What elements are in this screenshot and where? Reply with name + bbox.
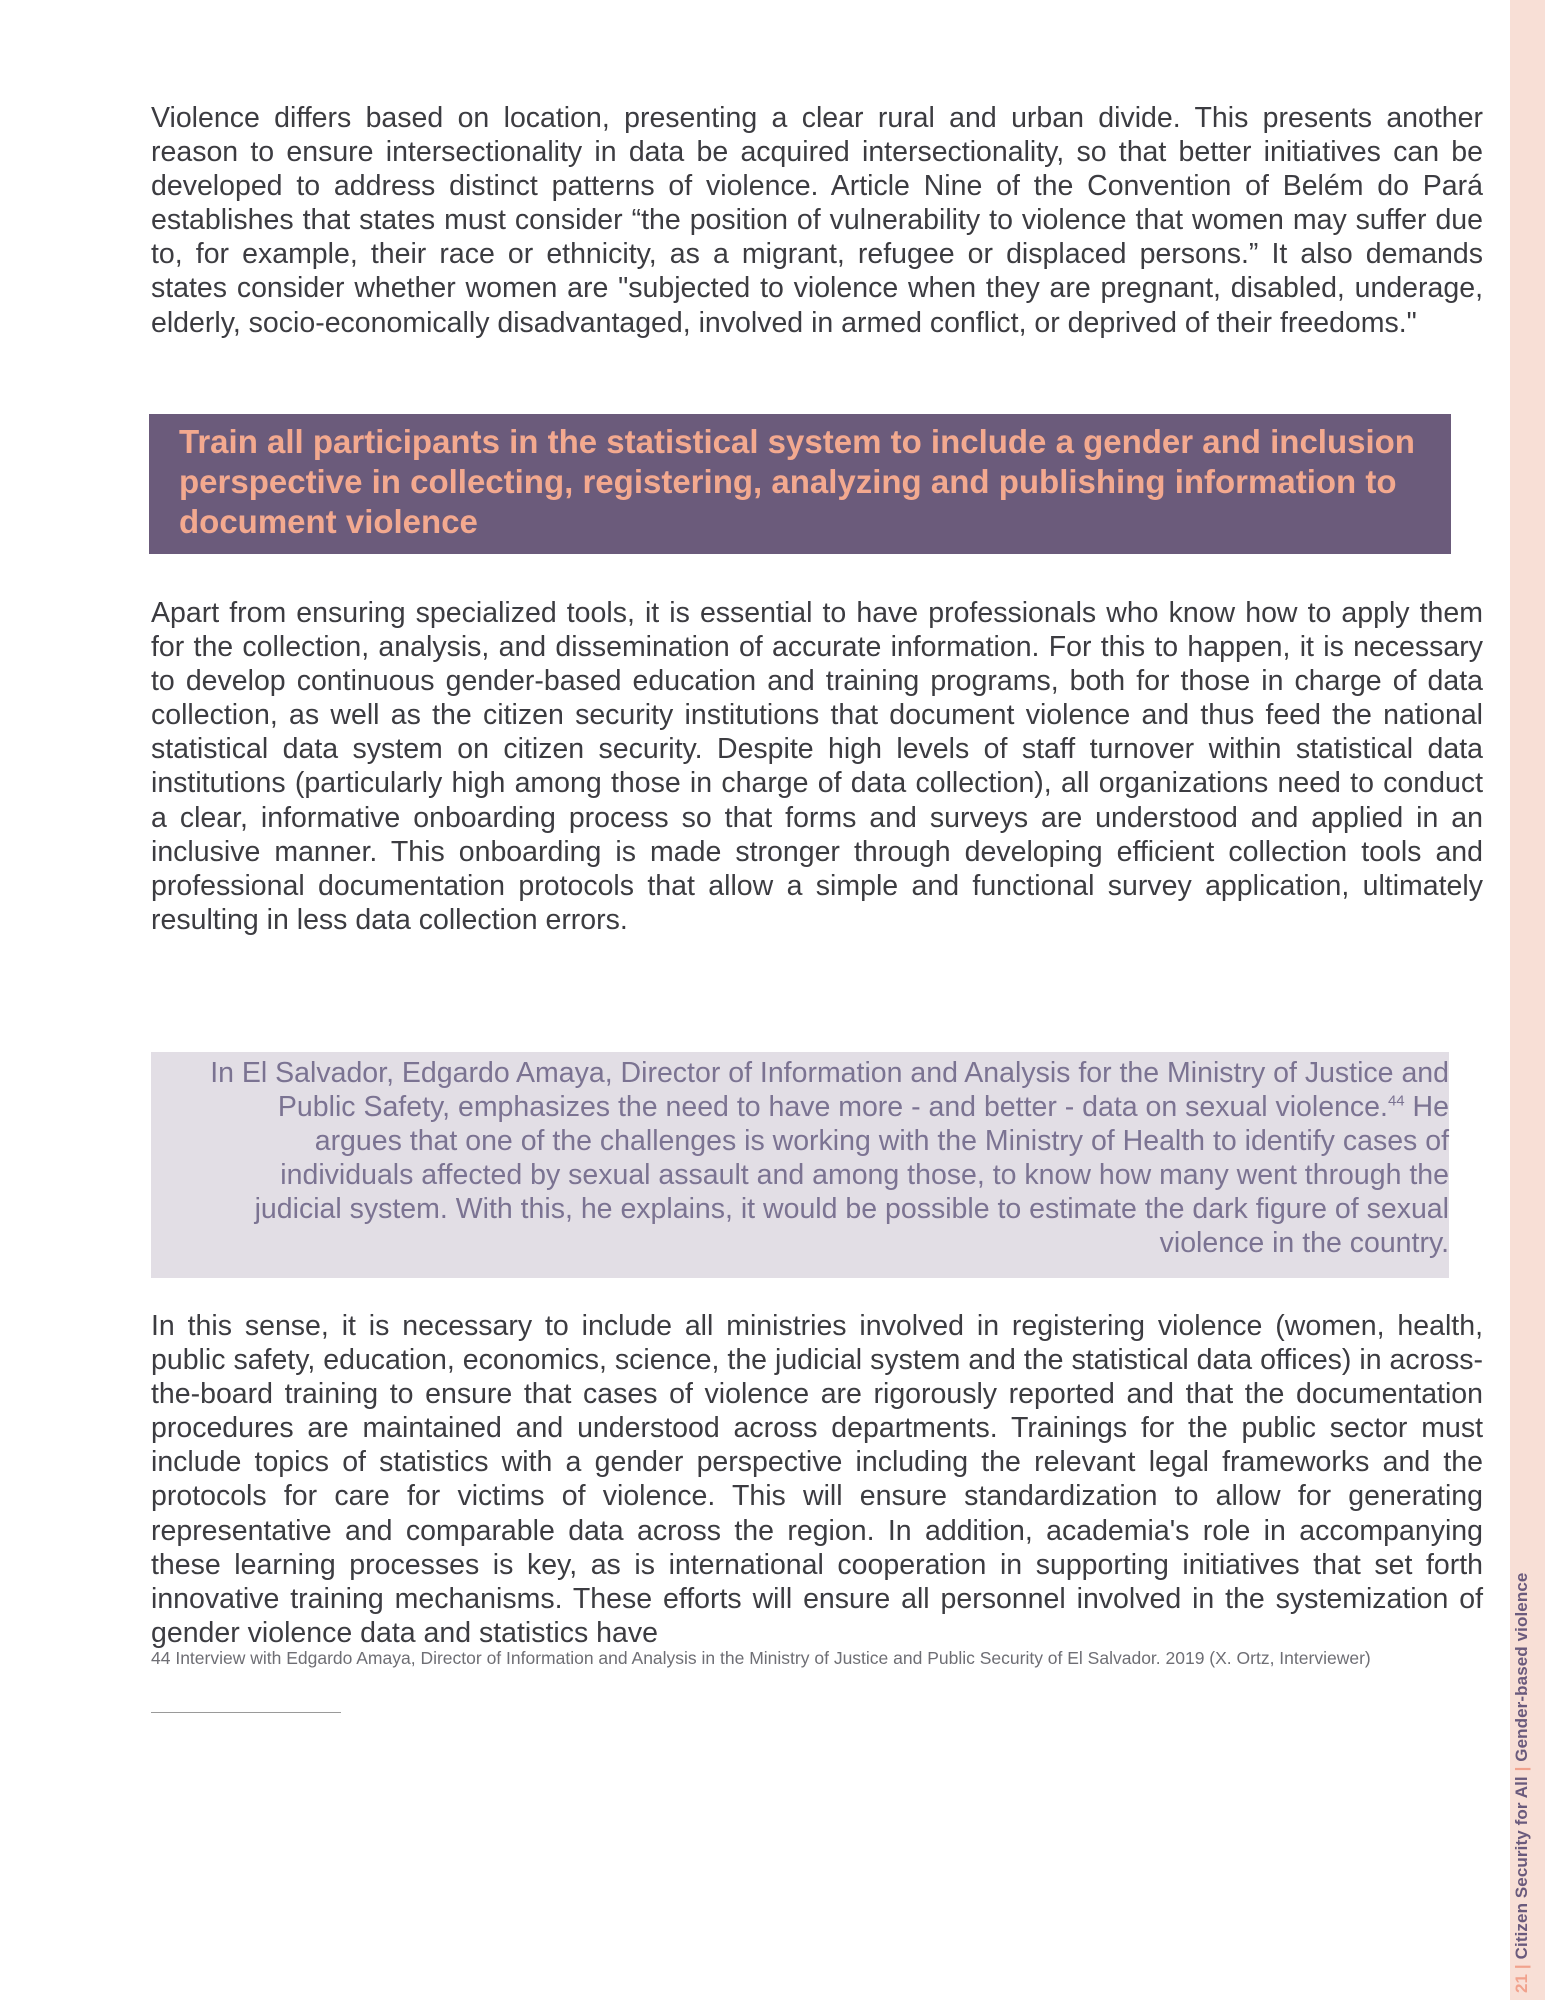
- section-heading-banner: [149, 414, 1451, 554]
- footer-separator: |: [1512, 1964, 1531, 1970]
- running-footer: [1512, 1573, 1532, 1993]
- footer-separator-2: |: [1512, 1766, 1531, 1772]
- footnote-divider: [151, 1712, 341, 1713]
- quote-text: [199, 1056, 1449, 1260]
- section-heading: Train all participants in the statistical system to include a gender and inclusion perspective in collecting, registering, analyzing and publishing information to document violence: [179, 423, 1415, 540]
- footnote-ref: 44: [1387, 1092, 1405, 1110]
- page-number: 21: [1512, 1973, 1531, 1993]
- quote-text-part1: In El Salvador, Edgardo Amaya, Director of Information and Analysis for the Ministry of Justice and Public Safety, emphasizes the need to have more - and better - data on sexual violence.: [210, 1057, 1449, 1123]
- paragraph-ministries: In this sense, it is necessary to include all ministries involved in registering violence (women, health, public safety, education, economics, science, the judicial system and the statistical data offices) in across-the-board training to ensure that cases of violence are rigorously reported and that the documentation procedures are maintained and understood across departments. Trainings for the public sector must include topics of statistics with a gender perspective including the relevant legal frameworks and the protocols for care for victims of violence. This will ensure standardization to allow for generating representative and comparable data across the region. In addition, academia's role in accompanying these learning processes is key, as is international cooperation in supporting initiatives that set forth innovative training mechanisms. These efforts will ensure all personnel involved in the systemization of gender violence data and statistics have: [151, 1310, 1483, 1649]
- paragraph-intro: Violence differs based on location, presenting a clear rural and urban divide. This presents another reason to ensure intersectionality in data be acquired intersectionality, so that better initiatives can be developed to address distinct patterns of violence. Article Nine of the Convention of Belém do Pará establishes that states must consider “the position of vulnerability to violence that women may suffer due to, for example, their race or ethnicity, as a migrant, refugee or displaced persons.” It also demands states consider whether women are "subjected to violence when they are pregnant, disabled, underage, elderly, socio-economically disadvantaged, involved in armed conflict, or deprived of their freedoms.": [151, 102, 1483, 339]
- paragraph-training: Apart from ensuring specialized tools, it is essential to have professionals who know how to apply them for the collection, analysis, and dissemination of accurate information. For this to happen, it is necessary to develop continuous gender-based education and training programs, both for those in charge of data collection, as well as the citizen security institutions that document violence and thus feed the national statistical data system on citizen security. Despite high levels of staff turnover within statistical data institutions (particularly high among those in charge of data collection), all organizations need to conduct a clear, informative onboarding process so that forms and surveys are understood and applied in an inclusive manner. This onboarding is made stronger through developing efficient collection tools and professional documentation protocols that allow a simple and functional survey application, ultimately resulting in less data collection errors.: [151, 597, 1483, 936]
- footnote: 44 Interview with Edgardo Amaya, Director of Information and Analysis in the Ministry of Justice and Public Security of El Salvador. 2019 (X. Ortz, Interviewer): [151, 1648, 1371, 1668]
- quote-box: [151, 1052, 1449, 1278]
- publication-title: Citizen Security for All: [1512, 1776, 1531, 1960]
- quote-text-part2: He argues that one of the challenges is working with the Ministry of Health to identify cases of individuals affected by sexual assault and among those, to know how many went through the judicial system. With this, he explains, it would be possible to estimate the dark figure of sexual violence in the country.: [254, 1091, 1449, 1259]
- section-title: Gender-based violence: [1512, 1572, 1531, 1762]
